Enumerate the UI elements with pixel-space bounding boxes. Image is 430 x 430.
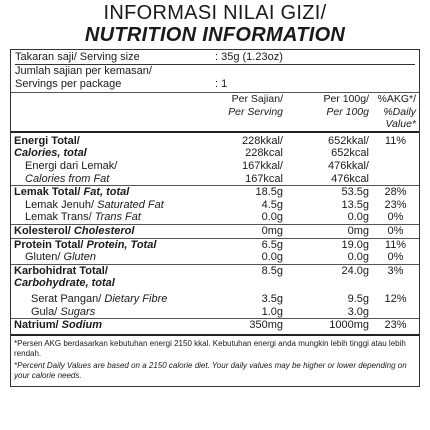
header-akg-1: %AKG*/ — [377, 93, 416, 105]
fat-calories-serving: 167kcal — [245, 172, 283, 185]
gluten-label-id: Gluten/ — [25, 251, 61, 264]
carb-label-id: Karbohidrat Total/ — [11, 264, 206, 277]
table-row — [11, 211, 419, 224]
energy-serving: 228kkal/ — [242, 134, 283, 147]
total-fat-akg: 28% — [372, 186, 419, 199]
fat-energy-100g: 476kkal/ — [328, 159, 369, 172]
sugar-100g: 3.0g — [347, 305, 369, 318]
sodium-100g: 1000mg — [286, 319, 372, 334]
fiber-serving: 3.5g — [261, 292, 283, 305]
table-row — [11, 277, 419, 290]
header-per-100g — [286, 93, 372, 132]
sodium-akg: 23% — [372, 319, 419, 334]
header-per-100g-id: Per 100g/ — [323, 93, 369, 105]
energy-akg: 11% — [384, 134, 407, 147]
cholesterol-100g: 0mg — [286, 224, 372, 238]
calories-serving: 228kcal — [245, 147, 283, 160]
protein-label-en: Protein, Total — [83, 238, 157, 251]
sugar-label — [11, 306, 206, 319]
fiber-100g: 9.5g — [347, 292, 369, 305]
sodium-label-id: Natrium/ — [14, 319, 59, 332]
nutrient-table — [11, 92, 419, 334]
header-akg — [372, 93, 419, 132]
carb-label-en: Carbohydrate, total — [14, 277, 115, 290]
cholesterol-label-id: Kolesterol/ — [14, 224, 71, 237]
table-row — [11, 160, 419, 173]
gluten-label — [11, 251, 206, 264]
table-row — [11, 290, 419, 306]
trans-fat-serving: 0.0g — [261, 211, 283, 224]
protein-label-id: Protein Total/ — [14, 238, 84, 251]
gluten-label-en: Gluten — [60, 251, 96, 264]
energy-100g: 652kkal/ — [328, 134, 369, 147]
carb-serving: 8.5g — [206, 264, 286, 277]
total-fat-label — [11, 186, 206, 199]
table-row — [11, 319, 419, 334]
table-row — [11, 173, 419, 186]
table-row — [11, 132, 419, 148]
total-fat-100g: 53.5g — [286, 186, 372, 199]
fat-energy-label: Energi dari Lemak/ — [25, 159, 118, 172]
title-english: NUTRITION INFORMATION — [84, 24, 346, 46]
calories-label: Calories, total — [14, 147, 87, 160]
nutrition-label — [10, 2, 420, 387]
sodium-label — [11, 319, 206, 334]
fat-calories-100g: 476kcal — [331, 172, 369, 185]
energy-label: Energi Total/ — [14, 134, 80, 147]
fiber-label — [11, 290, 206, 306]
table-row — [11, 199, 419, 212]
fat-calories-label: Calories from Fat — [25, 172, 110, 185]
fiber-label-id: Serat Pangan/ — [31, 292, 102, 305]
protein-100g: 19.0g — [286, 238, 372, 251]
total-fat-label-id: Lemak Total/ — [14, 186, 81, 199]
table-row — [11, 238, 419, 251]
table-row — [11, 224, 419, 238]
servings-per-package-label-en: Servings per package — [15, 78, 122, 90]
header-per-serving-en: Per Serving — [228, 105, 283, 118]
nutrition-panel — [10, 49, 420, 387]
footnote-indonesian: *Persen AKG berdasarkan kebutuhan energi 2150 kkal. Kebutuhan energi anda mungkin lebih tinggi atau lebih rendah. — [14, 338, 406, 358]
sat-fat-100g: 13.5g — [341, 198, 369, 211]
cholesterol-serving: 0mg — [206, 224, 286, 238]
gluten-100g: 0.0g — [347, 251, 369, 264]
sugar-label-id: Gula/ — [31, 305, 58, 318]
table-row — [11, 147, 419, 160]
trans-fat-label-en: Trans Fat — [91, 211, 141, 224]
table-row — [11, 186, 419, 199]
table-row — [11, 264, 419, 277]
servings-per-package-value: : 1 — [215, 78, 228, 90]
footnote-english: *Percent Daily Values are based on a 2150 calorie diet. Your daily values may be higher or lower depending on your calorie needs. — [14, 360, 407, 380]
fat-energy-serving: 167kkal/ — [242, 159, 283, 172]
trans-fat-akg: 0% — [387, 211, 404, 224]
header-per-100g-en: Per 100g — [326, 105, 369, 118]
header-per-serving — [206, 93, 286, 132]
sat-fat-serving: 4.5g — [261, 198, 283, 211]
serving-info — [11, 50, 419, 92]
protein-label — [11, 238, 206, 251]
header-akg-3: Value* — [385, 118, 416, 131]
sugar-label-en: Sugars — [57, 305, 96, 318]
header-akg-2: %Daily — [383, 105, 416, 118]
fiber-akg: 12% — [384, 292, 407, 305]
footnotes — [11, 334, 419, 386]
gluten-akg: 0% — [387, 251, 404, 264]
header-per-serving-id: Per Sajian/ — [231, 93, 283, 105]
sugar-serving: 1.0g — [261, 305, 283, 318]
sat-fat-label-id: Lemak Jenuh/ — [25, 198, 95, 211]
sat-fat-label-en: Saturated Fat — [94, 198, 164, 211]
gluten-serving: 0.0g — [261, 251, 283, 264]
sat-fat-akg: 23% — [384, 198, 407, 211]
cholesterol-label-en: Cholesterol — [70, 224, 135, 237]
servings-per-package-row — [15, 65, 415, 78]
trans-fat-label-id: Lemak Trans/ — [25, 211, 92, 224]
title-indonesian: INFORMASI NILAI GIZI/ — [103, 2, 327, 24]
table-row — [11, 306, 419, 319]
carb-akg: 3% — [372, 264, 419, 277]
serving-size-row — [15, 51, 415, 65]
cholesterol-akg: 0% — [372, 224, 419, 238]
serving-size-label: Takaran saji/ Serving size — [15, 51, 140, 63]
trans-fat-label — [11, 211, 206, 224]
sodium-label-en: Sodium — [58, 319, 103, 332]
total-fat-serving: 18.5g — [206, 186, 286, 199]
table-header — [11, 93, 419, 132]
calories-100g: 652kcal — [331, 147, 369, 160]
servings-per-package-label-id: Jumlah sajian per kemasan/ — [15, 65, 152, 77]
table-row — [11, 251, 419, 264]
sodium-serving: 350mg — [206, 319, 286, 334]
serving-size-value: : 35g (1.23oz) — [215, 51, 283, 63]
protein-akg: 11% — [372, 238, 419, 251]
fiber-label-en: Dietary Fibre — [101, 292, 168, 305]
total-fat-label-en: Fat, total — [80, 186, 130, 199]
sat-fat-label — [11, 199, 206, 212]
trans-fat-100g: 0.0g — [347, 211, 369, 224]
servings-per-package-row-en — [15, 78, 415, 91]
protein-serving: 6.5g — [206, 238, 286, 251]
carb-100g: 24.0g — [286, 264, 372, 277]
cholesterol-label — [11, 224, 206, 238]
